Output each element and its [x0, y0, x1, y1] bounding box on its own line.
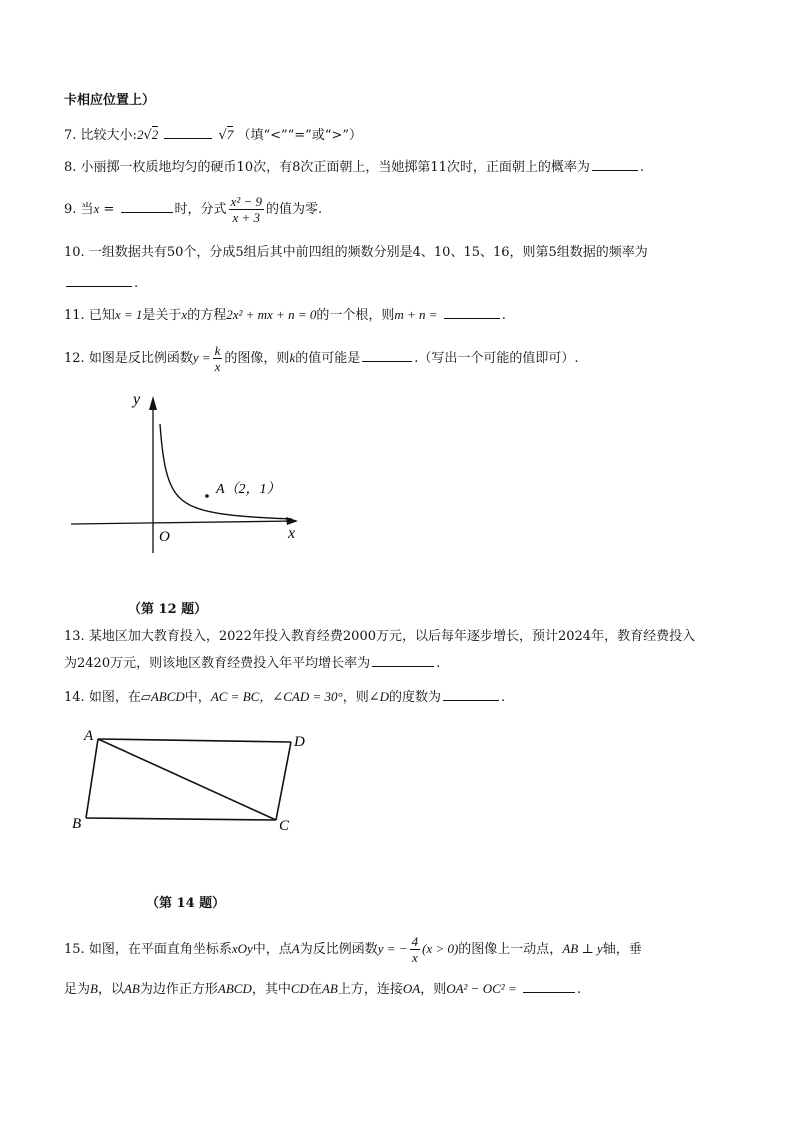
q12-pre: 如图是反比例函数: [88, 351, 193, 366]
question-12: [64, 343, 579, 374]
q15-number: 15.: [64, 942, 85, 957]
q13-number: 13.: [64, 629, 85, 644]
q9-pre: 当: [80, 202, 94, 217]
vertex-d-label: D: [294, 734, 305, 750]
q15-ab2: AB: [321, 981, 338, 996]
q14-pre: 如图，在: [88, 690, 141, 705]
q9-fraction: [229, 194, 264, 225]
q15-a: A: [291, 941, 300, 956]
figure-12-caption: （第 12 题）: [128, 602, 208, 617]
q7-coef: 2: [136, 127, 144, 142]
q15-l2-mid4: 在: [308, 982, 322, 997]
q11-pre: 已知: [88, 308, 115, 323]
q15-l2-mid3: ，其中: [251, 982, 291, 997]
question-10-cont: [64, 274, 138, 293]
answer-blank-8[interactable]: [592, 158, 638, 171]
q12-fraction: $\frac{k}{x}$: [214, 343, 221, 374]
answer-blank-15[interactable]: [523, 980, 575, 993]
answer-blank-14[interactable]: [443, 688, 499, 701]
figure-12-graph: [66, 378, 316, 588]
question-9: [64, 194, 322, 225]
q9-numerator: x² − 9: [230, 194, 262, 209]
q15-l1-end: 轴，垂: [602, 942, 642, 957]
q7-hint: （填“<”“=”或“>”）: [237, 128, 363, 143]
question-14: [64, 688, 505, 707]
q15-l1-post: 的图像上一动点，: [458, 942, 563, 957]
q15-l1-pre: 如图，在平面直角坐标系: [88, 942, 232, 957]
answer-blank-10[interactable]: [66, 274, 132, 287]
q11-cond: x = 1: [114, 307, 143, 322]
q14-number: 14.: [64, 690, 85, 705]
diagonal-ac: [98, 739, 276, 820]
sqrt-2: √2: [143, 127, 159, 143]
question-15: [64, 934, 642, 965]
q15-b: B: [90, 981, 98, 996]
q13-line2: 为2420万元，则该地区教育经费投入年平均增长率为: [64, 656, 371, 671]
hyperbola-curve: [160, 424, 292, 519]
q12-k: k: [289, 350, 296, 365]
q11-equation: 2x² + mx + n = 0: [226, 307, 317, 322]
q7-text: 比较大小:: [80, 128, 137, 143]
q11-end: .: [501, 308, 506, 323]
q10-text: 一组数据共有50个，分成5组后其中前四组的频数分别是4、10、15、16，则第5组数据的频率为: [88, 245, 648, 260]
q13-end: .: [436, 656, 441, 671]
q15-fy: y = −: [377, 941, 408, 956]
question-10: [64, 244, 648, 262]
q14-shape: ▱ABCD: [140, 689, 185, 704]
question-11: [64, 306, 506, 325]
answer-blank-13[interactable]: [372, 654, 434, 667]
q11-ask: m + n =: [394, 307, 438, 322]
answer-blank-9[interactable]: [121, 200, 173, 213]
q15-perp: AB ⊥ y: [562, 941, 603, 956]
q14-post: ，则∠: [342, 690, 380, 705]
q11-var: x: [181, 307, 188, 322]
vertex-a-label: A: [84, 728, 94, 744]
q15-fraction: $\frac{4}{x}$: [411, 934, 419, 965]
q15-ask: OA² − OC² =: [446, 981, 517, 996]
q8-number: 8.: [64, 160, 77, 175]
x-axis-label: x: [288, 525, 296, 542]
q15-l2-mid5: 上方，连接: [337, 982, 403, 997]
q9-number: 9.: [64, 202, 77, 217]
q14-cond: AC = BC，∠CAD = 30°: [210, 689, 343, 704]
question-8: [64, 158, 644, 177]
q9-mid: 时，分式: [174, 202, 227, 217]
q8-end: .: [639, 160, 645, 175]
q15-l2-mid: ，以: [97, 982, 124, 997]
x-axis: [71, 521, 296, 524]
sqrt-7: √7: [218, 127, 234, 143]
q15-ab: AB: [123, 981, 140, 996]
q9-denominator: x + 3: [232, 210, 261, 225]
figure-14-caption: （第 14 题）: [146, 896, 226, 911]
y-axis-arrow: [149, 396, 157, 410]
vertex-c-label: C: [279, 818, 290, 834]
q9-eq: =: [103, 202, 115, 217]
q14-mid: 中，: [184, 690, 211, 705]
q9-post: 的值为零.: [266, 202, 323, 217]
q14-post2: 的度数为: [388, 690, 441, 705]
q14-end: .: [501, 690, 506, 705]
q8-text: 小丽掷一枚质地均匀的硬币10次，有8次正面朝上，当她掷第11次时，正面朝上的概率为: [80, 160, 590, 175]
q15-cd: CD: [290, 981, 309, 996]
q11-number: 11.: [64, 308, 85, 323]
q9-var: x: [93, 201, 100, 216]
q15-l1-mid: 中，点: [252, 942, 292, 957]
edge-ba: [86, 739, 98, 818]
q12-end: .（写出一个可能的值即可）.: [414, 351, 579, 366]
q15-end: .: [576, 982, 581, 997]
q14-angle: D: [379, 689, 389, 704]
q15-oa: OA: [402, 981, 421, 996]
q10-end: .: [134, 276, 139, 291]
q15-l1-mid2: 为反比例函数: [299, 942, 378, 957]
vertex-b-label: B: [72, 816, 82, 832]
point-a-label: A（2，1）: [216, 482, 281, 497]
figure-14-parallelogram: [66, 722, 326, 842]
edge-dc: [276, 742, 291, 820]
point-a: [205, 494, 209, 498]
answer-blank-7[interactable]: [164, 126, 212, 139]
q11-mid2: 的方程: [187, 308, 227, 323]
edge-cb: [86, 818, 276, 820]
question-13-cont: [64, 654, 440, 673]
question-13: [64, 628, 695, 646]
origin-label: O: [159, 529, 170, 545]
answer-blank-11[interactable]: [444, 306, 500, 319]
q15-l2-mid6: ，则: [420, 982, 447, 997]
q11-mid: 是关于: [142, 308, 182, 323]
section-header: 卡相应位置上）: [64, 93, 156, 108]
q15-l2-pre: 足为: [64, 982, 91, 997]
question-15-cont: [64, 980, 581, 999]
question-7: [64, 126, 362, 145]
q7-number: 7.: [64, 128, 77, 143]
q15-cond: (x > 0): [422, 941, 459, 956]
q15-sq: ABCD: [217, 981, 252, 996]
q12-y: y =: [192, 350, 211, 365]
q15-sys: xOy: [231, 941, 253, 956]
q12-number: 12.: [64, 351, 85, 366]
q15-l2-mid2: 为边作正方形: [139, 982, 218, 997]
q11-post: 的一个根，则: [316, 308, 395, 323]
answer-blank-12[interactable]: [362, 349, 412, 362]
q12-post: 的值可能是: [295, 351, 361, 366]
edge-ad: [98, 739, 291, 742]
q13-line1: 某地区加大教育投入，2022年投入教育经费2000万元，以后每年逐步增长，预计2024年，教育经费投入: [88, 629, 696, 644]
q12-mid: 的图像，则: [224, 351, 290, 366]
y-axis-label: y: [133, 391, 141, 408]
q10-number: 10.: [64, 245, 85, 260]
